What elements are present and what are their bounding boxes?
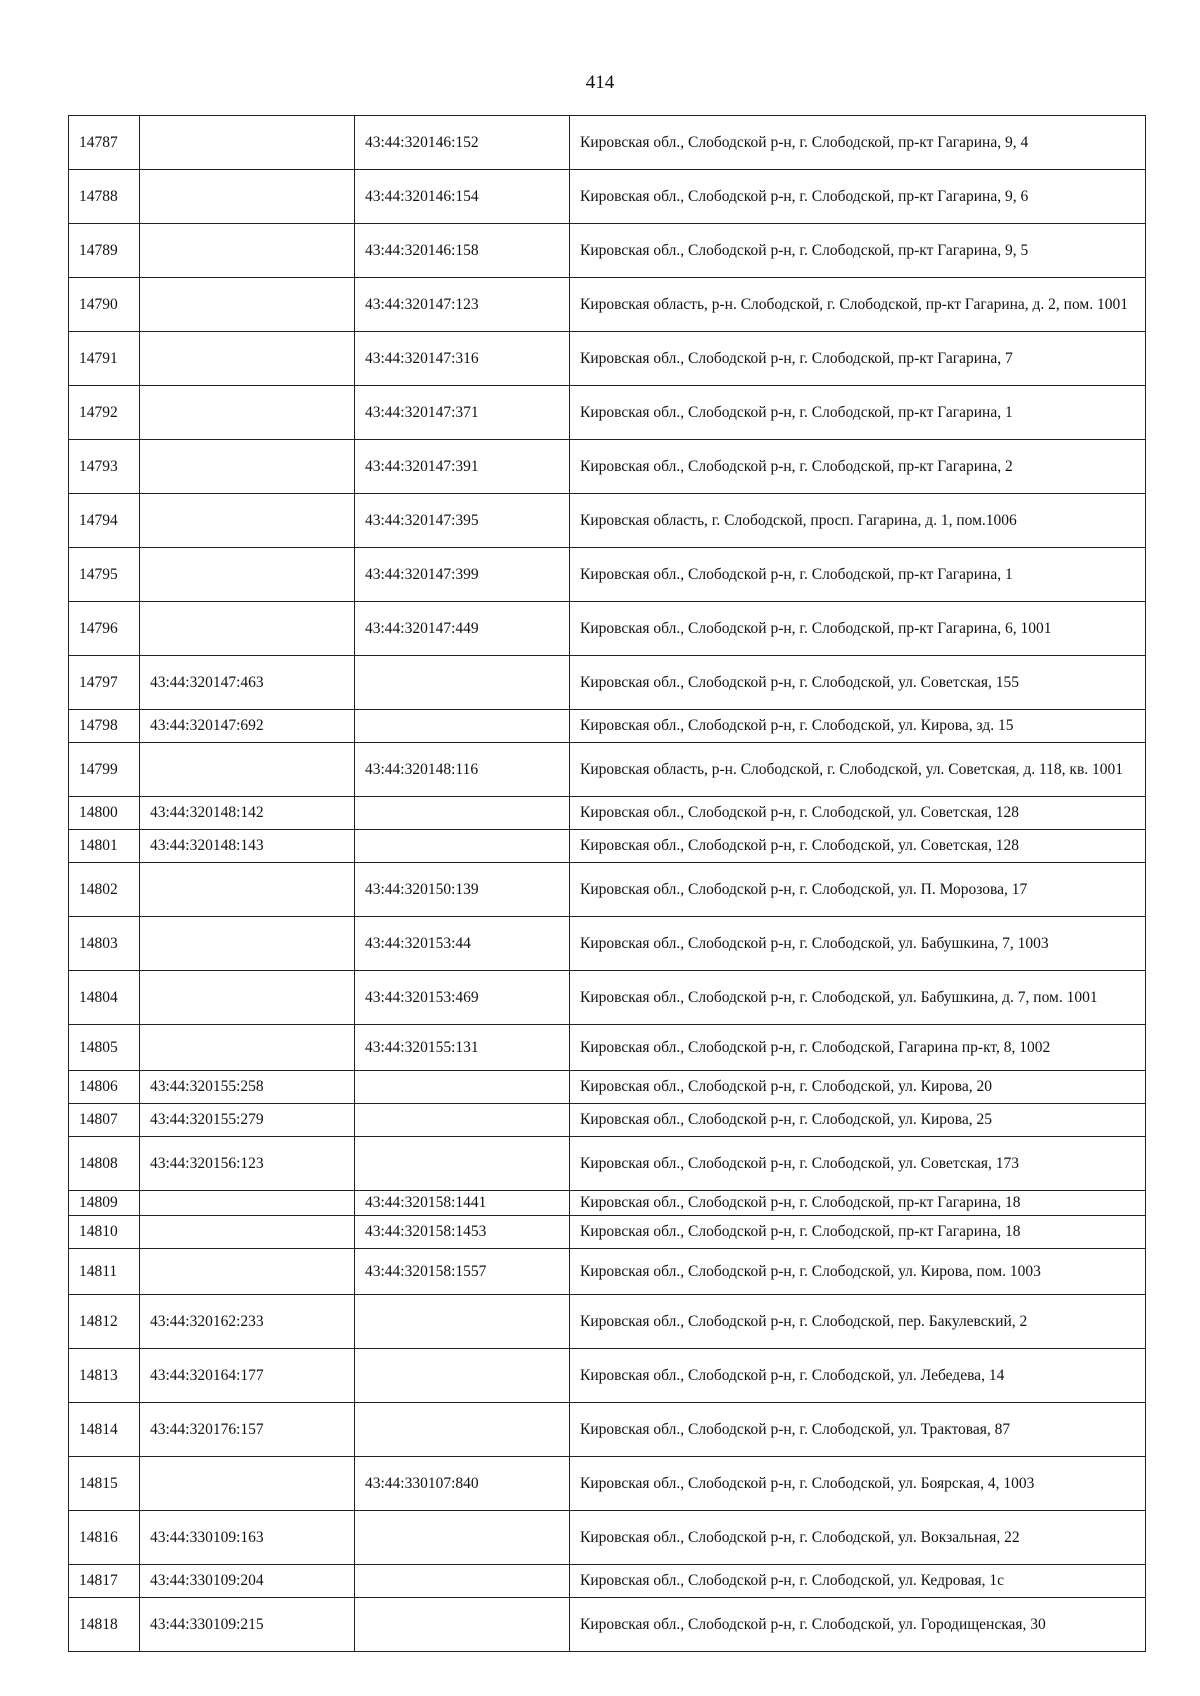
row-number: 14809 <box>69 1191 140 1216</box>
row-number: 14802 <box>69 863 140 917</box>
land-cadastral-number <box>140 170 355 224</box>
land-cadastral-number: 43:44:320147:463 <box>140 656 355 710</box>
address-cell: Кировская обл., Слободской р-н, г. Слободской, пр-кт Гагарина, 1 <box>570 548 1146 602</box>
object-cadastral-number: 43:44:330107:840 <box>355 1457 570 1511</box>
address-cell: Кировская обл., Слободской р-н, г. Слободской, ул. Вокзальная, 22 <box>570 1511 1146 1565</box>
land-cadastral-number <box>140 440 355 494</box>
object-cadastral-number: 43:44:320147:391 <box>355 440 570 494</box>
land-cadastral-number: 43:44:320162:233 <box>140 1295 355 1349</box>
table-row <box>69 1349 1146 1403</box>
land-cadastral-number: 43:44:320155:258 <box>140 1071 355 1104</box>
object-cadastral-number <box>355 1104 570 1137</box>
address-cell: Кировская обл., Слободской р-н, г. Слободской, ул. Кирова, зд. 15 <box>570 710 1146 743</box>
land-cadastral-number <box>140 116 355 170</box>
table-row <box>69 863 1146 917</box>
address-cell: Кировская обл., Слободской р-н, г. Слободской, пр-кт Гагарина, 18 <box>570 1191 1146 1216</box>
object-cadastral-number: 43:44:320147:123 <box>355 278 570 332</box>
table-row <box>69 710 1146 743</box>
address-cell: Кировская обл., Слободской р-н, г. Слободской, пр-кт Гагарина, 18 <box>570 1216 1146 1249</box>
address-cell: Кировская обл., Слободской р-н, г. Слободской, ул. Советская, 128 <box>570 830 1146 863</box>
table-row <box>69 116 1146 170</box>
object-cadastral-number <box>355 1295 570 1349</box>
row-number: 14804 <box>69 971 140 1025</box>
land-cadastral-number: 43:44:320147:692 <box>140 710 355 743</box>
address-cell: Кировская область, р-н. Слободской, г. Слободской, ул. Советская, д. 118, кв. 1001 <box>570 743 1146 797</box>
row-number: 14793 <box>69 440 140 494</box>
object-cadastral-number: 43:44:320158:1557 <box>355 1249 570 1295</box>
address-cell: Кировская обл., Слободской р-н, г. Слободской, ул. Бабушкина, д. 7, пом. 1001 <box>570 971 1146 1025</box>
row-number: 14810 <box>69 1216 140 1249</box>
land-cadastral-number <box>140 548 355 602</box>
row-number: 14807 <box>69 1104 140 1137</box>
row-number: 14788 <box>69 170 140 224</box>
table-row <box>69 1216 1146 1249</box>
table-row <box>69 1071 1146 1104</box>
row-number: 14789 <box>69 224 140 278</box>
address-cell: Кировская обл., Слободской р-н, г. Слободской, пр-кт Гагарина, 6, 1001 <box>570 602 1146 656</box>
object-cadastral-number <box>355 1403 570 1457</box>
object-cadastral-number <box>355 1349 570 1403</box>
row-number: 14791 <box>69 332 140 386</box>
table-body <box>69 116 1146 1652</box>
object-cadastral-number: 43:44:320146:158 <box>355 224 570 278</box>
object-cadastral-number <box>355 1071 570 1104</box>
address-cell: Кировская обл., Слободской р-н, г. Слободской, ул. Советская, 173 <box>570 1137 1146 1191</box>
registry-table <box>68 115 1146 1652</box>
table-row <box>69 971 1146 1025</box>
land-cadastral-number <box>140 863 355 917</box>
table-row <box>69 1191 1146 1216</box>
object-cadastral-number: 43:44:320146:154 <box>355 170 570 224</box>
table-row <box>69 386 1146 440</box>
land-cadastral-number <box>140 1216 355 1249</box>
land-cadastral-number: 43:44:320156:123 <box>140 1137 355 1191</box>
land-cadastral-number <box>140 332 355 386</box>
land-cadastral-number <box>140 743 355 797</box>
object-cadastral-number <box>355 830 570 863</box>
table-row <box>69 602 1146 656</box>
row-number: 14814 <box>69 1403 140 1457</box>
object-cadastral-number: 43:44:320147:316 <box>355 332 570 386</box>
table-row <box>69 1295 1146 1349</box>
table-row <box>69 1249 1146 1295</box>
address-cell: Кировская обл., Слободской р-н, г. Слободской, ул. Лебедева, 14 <box>570 1349 1146 1403</box>
land-cadastral-number: 43:44:330109:163 <box>140 1511 355 1565</box>
land-cadastral-number <box>140 494 355 548</box>
row-number: 14799 <box>69 743 140 797</box>
address-cell: Кировская обл., Слободской р-н, г. Слободской, Гагарина пр-кт, 8, 1002 <box>570 1025 1146 1071</box>
land-cadastral-number <box>140 917 355 971</box>
land-cadastral-number <box>140 1249 355 1295</box>
table-row <box>69 1137 1146 1191</box>
object-cadastral-number <box>355 1598 570 1652</box>
land-cadastral-number <box>140 971 355 1025</box>
table-row <box>69 548 1146 602</box>
land-cadastral-number <box>140 1191 355 1216</box>
object-cadastral-number: 43:44:320148:116 <box>355 743 570 797</box>
row-number: 14811 <box>69 1249 140 1295</box>
land-cadastral-number: 43:44:320164:177 <box>140 1349 355 1403</box>
land-cadastral-number: 43:44:320148:143 <box>140 830 355 863</box>
object-cadastral-number <box>355 656 570 710</box>
row-number: 14796 <box>69 602 140 656</box>
row-number: 14803 <box>69 917 140 971</box>
object-cadastral-number <box>355 1565 570 1598</box>
address-cell: Кировская обл., Слободской р-н, г. Слободской, ул. Кирова, 25 <box>570 1104 1146 1137</box>
table-row <box>69 224 1146 278</box>
row-number: 14816 <box>69 1511 140 1565</box>
row-number: 14787 <box>69 116 140 170</box>
row-number: 14805 <box>69 1025 140 1071</box>
land-cadastral-number: 43:44:330109:204 <box>140 1565 355 1598</box>
row-number: 14818 <box>69 1598 140 1652</box>
land-cadastral-number: 43:44:330109:215 <box>140 1598 355 1652</box>
address-cell: Кировская обл., Слободской р-н, г. Слободской, пр-кт Гагарина, 9, 4 <box>570 116 1146 170</box>
object-cadastral-number: 43:44:320158:1441 <box>355 1191 570 1216</box>
land-cadastral-number: 43:44:320176:157 <box>140 1403 355 1457</box>
object-cadastral-number: 43:44:320147:371 <box>355 386 570 440</box>
land-cadastral-number <box>140 1457 355 1511</box>
address-cell: Кировская обл., Слободской р-н, г. Слободской, пр-кт Гагарина, 1 <box>570 386 1146 440</box>
table-row <box>69 1565 1146 1598</box>
land-cadastral-number: 43:44:320148:142 <box>140 797 355 830</box>
address-cell: Кировская обл., Слободской р-н, г. Слободской, ул. Боярская, 4, 1003 <box>570 1457 1146 1511</box>
row-number: 14794 <box>69 494 140 548</box>
object-cadastral-number: 43:44:320150:139 <box>355 863 570 917</box>
table-row <box>69 1403 1146 1457</box>
table-row <box>69 656 1146 710</box>
row-number: 14790 <box>69 278 140 332</box>
address-cell: Кировская обл., Слободской р-н, г. Слободской, ул. Советская, 128 <box>570 797 1146 830</box>
row-number: 14817 <box>69 1565 140 1598</box>
object-cadastral-number <box>355 1511 570 1565</box>
object-cadastral-number <box>355 797 570 830</box>
table-row <box>69 278 1146 332</box>
object-cadastral-number: 43:44:320153:469 <box>355 971 570 1025</box>
address-cell: Кировская обл., Слободской р-н, г. Слободской, ул. Бабушкина, 7, 1003 <box>570 917 1146 971</box>
object-cadastral-number: 43:44:320146:152 <box>355 116 570 170</box>
object-cadastral-number: 43:44:320158:1453 <box>355 1216 570 1249</box>
object-cadastral-number: 43:44:320147:449 <box>355 602 570 656</box>
row-number: 14797 <box>69 656 140 710</box>
land-cadastral-number <box>140 278 355 332</box>
object-cadastral-number <box>355 1137 570 1191</box>
table-row <box>69 440 1146 494</box>
table-row <box>69 1598 1146 1652</box>
address-cell: Кировская область, г. Слободской, просп. Гагарина, д. 1, пом.1006 <box>570 494 1146 548</box>
object-cadastral-number: 43:44:320147:395 <box>355 494 570 548</box>
land-cadastral-number <box>140 224 355 278</box>
address-cell: Кировская обл., Слободской р-н, г. Слободской, пер. Бакулевский, 2 <box>570 1295 1146 1349</box>
row-number: 14795 <box>69 548 140 602</box>
row-number: 14798 <box>69 710 140 743</box>
address-cell: Кировская обл., Слободской р-н, г. Слободской, пр-кт Гагарина, 2 <box>570 440 1146 494</box>
row-number: 14812 <box>69 1295 140 1349</box>
land-cadastral-number <box>140 602 355 656</box>
row-number: 14801 <box>69 830 140 863</box>
land-cadastral-number <box>140 386 355 440</box>
object-cadastral-number: 43:44:320153:44 <box>355 917 570 971</box>
table-row <box>69 743 1146 797</box>
row-number: 14800 <box>69 797 140 830</box>
address-cell: Кировская обл., Слободской р-н, г. Слободской, ул. Кедровая, 1с <box>570 1565 1146 1598</box>
table-row <box>69 494 1146 548</box>
row-number: 14808 <box>69 1137 140 1191</box>
object-cadastral-number: 43:44:320155:131 <box>355 1025 570 1071</box>
object-cadastral-number <box>355 710 570 743</box>
table-row <box>69 1104 1146 1137</box>
row-number: 14815 <box>69 1457 140 1511</box>
land-cadastral-number: 43:44:320155:279 <box>140 1104 355 1137</box>
land-cadastral-number <box>140 1025 355 1071</box>
row-number: 14813 <box>69 1349 140 1403</box>
address-cell: Кировская область, р-н. Слободской, г. Слободской, пр-кт Гагарина, д. 2, пом. 1001 <box>570 278 1146 332</box>
address-cell: Кировская обл., Слободской р-н, г. Слободской, ул. Городищенская, 30 <box>570 1598 1146 1652</box>
table-row <box>69 830 1146 863</box>
object-cadastral-number: 43:44:320147:399 <box>355 548 570 602</box>
table-row <box>69 332 1146 386</box>
table-row <box>69 1025 1146 1071</box>
table-row <box>69 1511 1146 1565</box>
address-cell: Кировская обл., Слободской р-н, г. Слободской, ул. Трактовая, 87 <box>570 1403 1146 1457</box>
table-row <box>69 797 1146 830</box>
table-row <box>69 1457 1146 1511</box>
address-cell: Кировская обл., Слободской р-н, г. Слободской, пр-кт Гагарина, 9, 6 <box>570 170 1146 224</box>
table-row <box>69 917 1146 971</box>
row-number: 14792 <box>69 386 140 440</box>
address-cell: Кировская обл., Слободской р-н, г. Слободской, ул. Кирова, пом. 1003 <box>570 1249 1146 1295</box>
table-row <box>69 170 1146 224</box>
address-cell: Кировская обл., Слободской р-н, г. Слободской, ул. Советская, 155 <box>570 656 1146 710</box>
address-cell: Кировская обл., Слободской р-н, г. Слободской, пр-кт Гагарина, 7 <box>570 332 1146 386</box>
row-number: 14806 <box>69 1071 140 1104</box>
address-cell: Кировская обл., Слободской р-н, г. Слободской, ул. П. Морозова, 17 <box>570 863 1146 917</box>
address-cell: Кировская обл., Слободской р-н, г. Слободской, ул. Кирова, 20 <box>570 1071 1146 1104</box>
address-cell: Кировская обл., Слободской р-н, г. Слободской, пр-кт Гагарина, 9, 5 <box>570 224 1146 278</box>
page-number: 414 <box>585 72 615 93</box>
